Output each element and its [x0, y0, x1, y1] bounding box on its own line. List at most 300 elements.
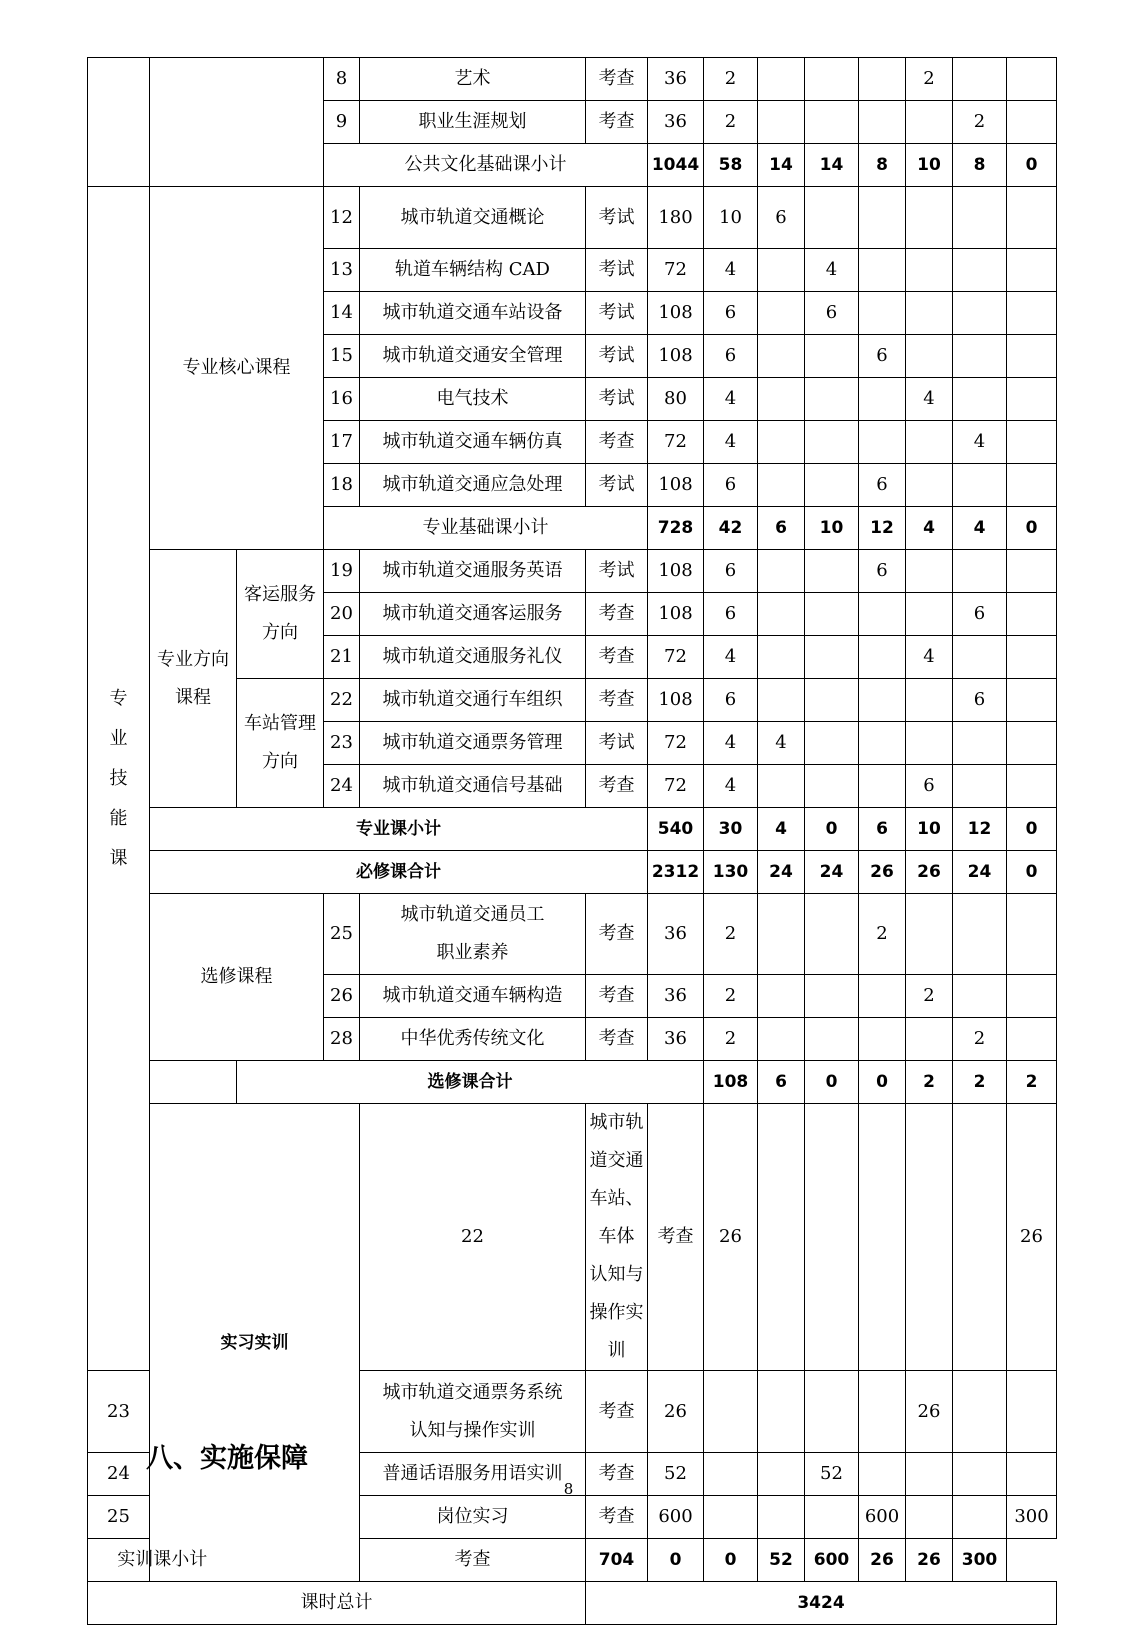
total-hours: 72 [648, 421, 704, 464]
course-no: 25 [324, 894, 360, 975]
semester-s3 [859, 101, 906, 144]
semester-s3 [859, 1018, 906, 1061]
course-name: 中华优秀传统文化 [360, 1018, 586, 1061]
semester-s6 [1007, 975, 1057, 1018]
course-no: 24 [88, 1453, 150, 1496]
course-name-line1: 城市轨道交通车站、车体 [589, 1112, 644, 1247]
course-no: 15 [324, 335, 360, 378]
semester-s4 [953, 1104, 1007, 1371]
course-name: 岗位实习 [360, 1496, 586, 1539]
category-char: 技 [109, 767, 128, 789]
course-name: 电气技术 [360, 378, 586, 421]
semester-s1 [758, 679, 805, 722]
semester-s6 [1007, 187, 1057, 249]
semester-s1 [758, 894, 805, 975]
total-hours: 728 [648, 507, 704, 550]
credits [758, 1104, 805, 1371]
exam-type: 考查 [586, 1018, 648, 1061]
semester-s1: 14 [758, 144, 805, 187]
semester-s5 [953, 894, 1007, 975]
course-no: 16 [324, 378, 360, 421]
semester-s5 [953, 187, 1007, 249]
semester-s3 [859, 187, 906, 249]
semester-s3: 600 [859, 1496, 906, 1539]
semester-s6: 300 [1007, 1496, 1057, 1539]
course-name: 艺术 [360, 58, 586, 101]
semester-s5: 4 [953, 507, 1007, 550]
semester-s2 [805, 975, 859, 1018]
semester-s2 [805, 636, 859, 679]
table-row [88, 894, 1057, 975]
semester-s1 [758, 378, 805, 421]
semester-s4 [906, 335, 953, 378]
total-hours: 36 [648, 975, 704, 1018]
course-no: 13 [324, 249, 360, 292]
semester-s6 [1007, 765, 1057, 808]
semester-s2 [805, 335, 859, 378]
exam-type: 考试 [586, 335, 648, 378]
practice-training-label: 实习实训 [150, 1104, 360, 1582]
category-char: 业 [109, 727, 128, 749]
semester-s6 [1007, 101, 1057, 144]
exam-type: 考查 [586, 975, 648, 1018]
semester-s3 [859, 378, 906, 421]
semester-s6: 0 [1007, 144, 1057, 187]
semester-s2 [805, 765, 859, 808]
semester-s2: 24 [805, 851, 859, 894]
course-name: 城市轨道交通信号基础 [360, 765, 586, 808]
exam-type: 考查 [586, 1371, 648, 1453]
credits: 2 [704, 894, 758, 975]
semester-s2 [805, 894, 859, 975]
direction-label-line2: 课程 [175, 686, 211, 708]
course-no: 22 [360, 1104, 586, 1371]
direction-passenger-service [237, 550, 324, 679]
semester-s5: 26 [1007, 1104, 1057, 1371]
exam-type: 考查 [648, 1104, 704, 1371]
semester-s3: 8 [859, 144, 906, 187]
semester-s2 [805, 550, 859, 593]
exam-type: 考查 [586, 894, 648, 975]
exam-type: 考试 [586, 187, 648, 249]
exam-type: 考查 [586, 58, 648, 101]
table-row [88, 1061, 1057, 1104]
direction-b-line1: 车站管理 [244, 713, 316, 734]
semester-s5 [953, 378, 1007, 421]
semester-s4: 26 [906, 851, 953, 894]
semester-s1: 24 [758, 851, 805, 894]
semester-s4 [906, 550, 953, 593]
semester-s5: 2 [1007, 1061, 1057, 1104]
semester-s2: 0 [859, 1061, 906, 1104]
semester-s6 [1007, 421, 1057, 464]
semester-s1: 0 [805, 1061, 859, 1104]
course-name: 职业生涯规划 [360, 101, 586, 144]
course-name-line1: 城市轨道交通员工 [400, 904, 545, 925]
category-char: 能 [109, 807, 128, 829]
page-number: 8 [563, 1480, 574, 1498]
semester-s6 [1007, 593, 1057, 636]
semester-s5: 6 [953, 593, 1007, 636]
total-hours: 180 [648, 187, 704, 249]
total-hours: 108 [648, 464, 704, 507]
semester-s3 [859, 58, 906, 101]
semester-s4: 26 [906, 1371, 953, 1453]
semester-s5 [953, 335, 1007, 378]
semester-s6: 300 [953, 1539, 1007, 1582]
credits: 2 [704, 975, 758, 1018]
total-hours: 2312 [648, 851, 704, 894]
semester-s3 [859, 765, 906, 808]
semester-s4 [906, 187, 953, 249]
total-hours: 108 [648, 550, 704, 593]
semester-s4 [906, 292, 953, 335]
semester-s1: 6 [758, 187, 805, 249]
semester-s1 [758, 335, 805, 378]
semester-s5 [953, 765, 1007, 808]
semester-s3 [859, 975, 906, 1018]
credits [704, 1371, 758, 1453]
semester-s2: 6 [805, 292, 859, 335]
course-no: 14 [324, 292, 360, 335]
credits: 4 [704, 722, 758, 765]
table-row [88, 187, 1057, 249]
total-hours: 108 [648, 593, 704, 636]
credits: 6 [758, 1061, 805, 1104]
course-no: 26 [324, 975, 360, 1018]
semester-s4 [906, 101, 953, 144]
semester-s3: 12 [859, 507, 906, 550]
semester-s5: 2 [953, 101, 1007, 144]
semester-s4: 2 [953, 1061, 1007, 1104]
semester-s3: 6 [859, 335, 906, 378]
semester-s2 [805, 101, 859, 144]
semester-s1 [758, 1018, 805, 1061]
core-courses-label: 专业核心课程 [150, 187, 324, 550]
exam-type: 考试 [586, 550, 648, 593]
semester-s2 [805, 58, 859, 101]
semester-s6 [1007, 464, 1057, 507]
semester-s4 [906, 722, 953, 765]
category-char: 专 [109, 687, 128, 709]
semester-s5 [953, 1496, 1007, 1539]
semester-s4 [906, 593, 953, 636]
course-no: 25 [88, 1496, 150, 1539]
credits: 6 [704, 593, 758, 636]
semester-s6: 0 [1007, 808, 1057, 851]
semester-s1 [758, 593, 805, 636]
semester-s3 [859, 421, 906, 464]
semester-s3: 2 [906, 1061, 953, 1104]
table-row [88, 851, 1057, 894]
subtotal-label: 专业基础课小计 [324, 507, 648, 550]
semester-s6 [1007, 1371, 1057, 1453]
credits: 130 [704, 851, 758, 894]
semester-s4 [906, 1496, 953, 1539]
credits: 2 [704, 58, 758, 101]
semester-s2 [805, 679, 859, 722]
course-name [586, 1104, 648, 1371]
semester-s6 [1007, 292, 1057, 335]
category-cell-blank [150, 1061, 237, 1104]
exam-type: 考查 [586, 679, 648, 722]
semester-s5 [953, 249, 1007, 292]
course-name: 城市轨道交通行车组织 [360, 679, 586, 722]
semester-s2 [805, 1018, 859, 1061]
total-label: 选修课合计 [237, 1061, 704, 1104]
semester-s4: 10 [906, 808, 953, 851]
direction-station-management [237, 679, 324, 808]
semester-s3: 6 [859, 808, 906, 851]
semester-s5: 2 [953, 1018, 1007, 1061]
semester-s2: 52 [758, 1539, 805, 1582]
semester-s4: 2 [906, 58, 953, 101]
semester-s5 [953, 58, 1007, 101]
semester-s1 [758, 765, 805, 808]
semester-s4 [906, 1018, 953, 1061]
subtotal-label: 实训课小计 [88, 1539, 237, 1582]
section-heading: 八、实施保障 [146, 1443, 308, 1474]
course-name: 城市轨道交通票务管理 [360, 722, 586, 765]
semester-s6 [1007, 722, 1057, 765]
semester-s1 [758, 975, 805, 1018]
semester-s1 [758, 636, 805, 679]
semester-s1 [758, 292, 805, 335]
credits: 4 [704, 378, 758, 421]
course-name: 普通话语服务用语实训 [360, 1453, 586, 1496]
semester-s3 [859, 1371, 906, 1453]
course-name: 城市轨道交通服务礼仪 [360, 636, 586, 679]
semester-s6 [1007, 894, 1057, 975]
exam-type: 考查 [586, 1496, 648, 1539]
semester-s4: 4 [906, 378, 953, 421]
credits: 6 [704, 679, 758, 722]
semester-s2 [805, 1371, 859, 1453]
exam-type: 考查 [360, 1539, 586, 1582]
exam-type: 考试 [586, 292, 648, 335]
course-no: 20 [324, 593, 360, 636]
credits: 58 [704, 144, 758, 187]
subtotal-label: 专业课小计 [150, 808, 648, 851]
semester-s4 [906, 894, 953, 975]
exam-type: 考查 [586, 593, 648, 636]
credits: 6 [704, 292, 758, 335]
course-name [360, 894, 586, 975]
semester-s3: 26 [859, 851, 906, 894]
total-hours: 26 [648, 1371, 704, 1453]
semester-s1: 6 [758, 507, 805, 550]
course-name: 城市轨道交通应急处理 [360, 464, 586, 507]
direction-b-line2: 方向 [262, 751, 298, 772]
course-name: 城市轨道交通车辆仿真 [360, 421, 586, 464]
semester-s3 [859, 292, 906, 335]
credits [704, 1496, 758, 1539]
credits: 2 [704, 101, 758, 144]
course-name-line1: 城市轨道交通票务系统 [382, 1381, 563, 1403]
exam-type: 考查 [586, 765, 648, 808]
semester-s6 [1007, 550, 1057, 593]
semester-s1 [758, 1496, 805, 1539]
semester-s2 [805, 593, 859, 636]
table-row [88, 58, 1057, 101]
course-name [360, 1371, 586, 1453]
credits: 42 [704, 507, 758, 550]
total-hours: 80 [648, 378, 704, 421]
exam-type: 考试 [586, 249, 648, 292]
semester-s4: 4 [906, 507, 953, 550]
semester-s2: 10 [805, 507, 859, 550]
credits: 10 [704, 187, 758, 249]
exam-type: 考查 [586, 636, 648, 679]
course-no: 23 [88, 1371, 150, 1453]
semester-s5 [953, 464, 1007, 507]
course-no: 18 [324, 464, 360, 507]
semester-s1 [758, 1371, 805, 1453]
semester-s2 [805, 1496, 859, 1539]
semester-s3: 600 [805, 1539, 859, 1582]
course-name: 城市轨道交通概论 [360, 187, 586, 249]
semester-s6 [1007, 58, 1057, 101]
semester-s1 [805, 1104, 859, 1371]
credits: 30 [704, 808, 758, 851]
credits: 4 [704, 765, 758, 808]
semester-s2 [859, 1104, 906, 1371]
semester-s4: 4 [906, 636, 953, 679]
semester-s5 [953, 975, 1007, 1018]
curriculum-table [87, 57, 1057, 1625]
semester-s3 [859, 722, 906, 765]
course-no: 24 [324, 765, 360, 808]
table-row [88, 1582, 1057, 1625]
semester-s4 [906, 464, 953, 507]
course-name-line2: 认知与操作实训 [409, 1419, 536, 1441]
total-label: 必修课合计 [150, 851, 648, 894]
subcategory-cell-top [150, 58, 324, 187]
semester-s4: 6 [906, 765, 953, 808]
exam-type: 考查 [586, 1453, 648, 1496]
semester-s2: 52 [805, 1453, 859, 1496]
credits: 2 [704, 1018, 758, 1061]
course-no: 28 [324, 1018, 360, 1061]
semester-s5: 8 [953, 144, 1007, 187]
semester-s6 [1007, 249, 1057, 292]
semester-s1 [758, 101, 805, 144]
total-hours: 72 [648, 765, 704, 808]
semester-s1: 4 [758, 808, 805, 851]
table-row [88, 1104, 1057, 1371]
semester-s1 [758, 249, 805, 292]
category-char: 课 [109, 847, 128, 869]
total-hours: 540 [648, 808, 704, 851]
semester-s3: 2 [859, 894, 906, 975]
table-row [88, 808, 1057, 851]
exam-type: 考查 [586, 101, 648, 144]
semester-s5 [953, 1371, 1007, 1453]
semester-s1: 0 [704, 1539, 758, 1582]
credits: 6 [704, 550, 758, 593]
elective-courses-label: 选修课程 [150, 894, 324, 1061]
semester-s6 [1007, 636, 1057, 679]
exam-type: 考查 [586, 421, 648, 464]
course-no: 23 [324, 722, 360, 765]
total-hours: 600 [648, 1496, 704, 1539]
course-name: 城市轨道交通车站设备 [360, 292, 586, 335]
semester-s3 [859, 679, 906, 722]
semester-s2 [805, 187, 859, 249]
semester-s3 [859, 636, 906, 679]
semester-s2 [805, 421, 859, 464]
course-no: 17 [324, 421, 360, 464]
semester-s6 [1007, 378, 1057, 421]
semester-s1 [758, 550, 805, 593]
semester-s3: 6 [859, 550, 906, 593]
semester-s5: 24 [953, 851, 1007, 894]
semester-s6 [1007, 335, 1057, 378]
total-hours: 72 [648, 722, 704, 765]
credits: 6 [704, 464, 758, 507]
course-no: 8 [324, 58, 360, 101]
credits: 4 [704, 421, 758, 464]
total-hours: 108 [648, 679, 704, 722]
credits: 4 [704, 636, 758, 679]
semester-s4: 26 [859, 1539, 906, 1582]
semester-s2: 14 [805, 144, 859, 187]
grand-total-value: 3424 [586, 1582, 1057, 1625]
semester-s6: 0 [1007, 507, 1057, 550]
total-hours: 704 [586, 1539, 648, 1582]
semester-s5: 6 [953, 679, 1007, 722]
exam-type: 考试 [586, 378, 648, 421]
grand-total-label: 课时总计 [88, 1582, 586, 1625]
semester-s3 [906, 1104, 953, 1371]
semester-s4: 10 [906, 144, 953, 187]
direction-courses-label [150, 550, 237, 808]
semester-s5: 26 [906, 1539, 953, 1582]
semester-s3: 6 [859, 464, 906, 507]
semester-s4 [906, 679, 953, 722]
course-name-line2: 职业素养 [436, 942, 509, 963]
exam-type: 考试 [586, 464, 648, 507]
course-name-line2: 认知与操作实训 [589, 1264, 644, 1361]
credits: 0 [648, 1539, 704, 1582]
total-hours: 36 [648, 58, 704, 101]
semester-s5: 4 [953, 421, 1007, 464]
total-hours: 36 [648, 101, 704, 144]
course-no: 21 [324, 636, 360, 679]
total-hours: 108 [704, 1061, 758, 1104]
total-hours: 36 [648, 1018, 704, 1061]
semester-s1 [758, 58, 805, 101]
table-row [88, 550, 1057, 593]
semester-s4 [906, 421, 953, 464]
semester-s1 [758, 421, 805, 464]
semester-s1 [758, 464, 805, 507]
course-name: 轨道车辆结构 CAD [360, 249, 586, 292]
direction-a-line2: 方向 [262, 622, 298, 643]
course-no: 9 [324, 101, 360, 144]
course-name: 城市轨道交通安全管理 [360, 335, 586, 378]
semester-s5 [953, 722, 1007, 765]
total-hours: 72 [648, 636, 704, 679]
course-no: 19 [324, 550, 360, 593]
semester-s4: 2 [906, 975, 953, 1018]
semester-s2 [805, 378, 859, 421]
total-hours: 108 [648, 292, 704, 335]
semester-s2: 0 [805, 808, 859, 851]
semester-s5 [953, 292, 1007, 335]
course-name: 城市轨道交通车辆构造 [360, 975, 586, 1018]
course-no: 22 [324, 679, 360, 722]
